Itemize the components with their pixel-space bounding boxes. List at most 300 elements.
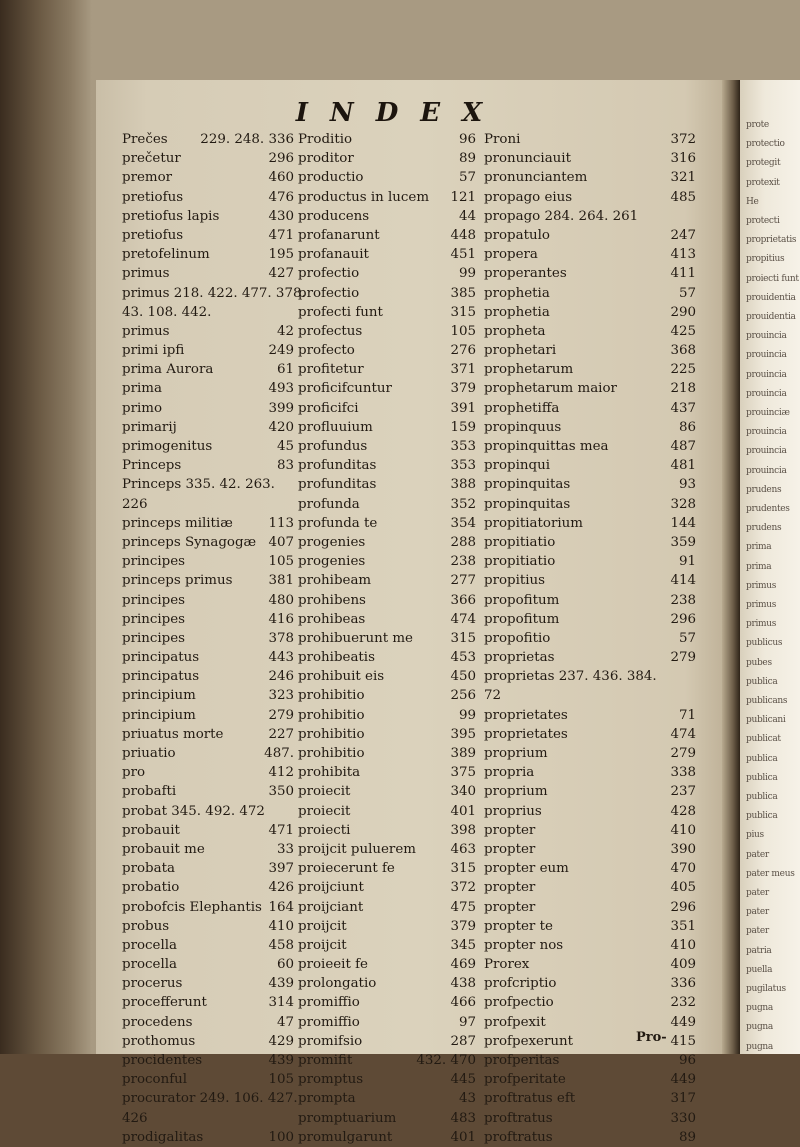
index-entry xyxy=(298,379,476,398)
index-entry xyxy=(122,610,294,629)
index-term: propago eius xyxy=(484,189,573,205)
index-term: proiecit xyxy=(298,784,351,800)
index-entry xyxy=(484,878,696,897)
facing-page-line: publicat xyxy=(746,734,781,745)
index-term: proijciant xyxy=(298,899,364,915)
page-reference: 164 xyxy=(268,899,294,915)
index-entry xyxy=(122,917,294,936)
index-entry xyxy=(122,974,294,993)
page-reference: 427 xyxy=(268,266,294,282)
index-entry xyxy=(122,360,294,379)
index-entry xyxy=(122,226,294,245)
index-entry xyxy=(122,149,294,168)
index-term: proprius xyxy=(484,803,542,819)
index-term: primus 218. 422. 477. 378. xyxy=(122,285,306,301)
page-reference: 247 xyxy=(670,227,696,243)
page-reference: 237 xyxy=(670,784,696,800)
page-reference: 372 xyxy=(670,132,696,147)
page-reference: 249 xyxy=(268,343,294,359)
index-entry xyxy=(298,322,476,341)
index-entry xyxy=(298,610,476,629)
index-term: progenies xyxy=(298,534,366,550)
page-reference: 105 xyxy=(268,554,294,570)
index-term: propago 284. 264. 261 xyxy=(484,208,639,224)
index-term: propinquus xyxy=(484,419,562,435)
facing-page-line: prouidentia xyxy=(746,292,796,303)
index-entry xyxy=(298,1070,476,1089)
index-entry xyxy=(298,533,476,552)
page-reference: 420 xyxy=(268,419,294,435)
page-reference: 321 xyxy=(670,170,696,186)
index-term: proprium xyxy=(484,784,548,800)
page-reference: 439 xyxy=(268,976,294,992)
index-term: profectus xyxy=(298,323,363,339)
page-reference: 279 xyxy=(670,746,696,761)
page-reference: 83 xyxy=(276,458,294,474)
index-term: productus in lucem xyxy=(298,189,430,205)
page-reference: 316 xyxy=(670,151,696,167)
index-entry xyxy=(122,782,294,801)
index-entry xyxy=(484,706,696,725)
index-term: procurator 249. 106. 427. xyxy=(122,1091,298,1107)
page-reference: 71 xyxy=(678,707,696,723)
page-reference: 438 xyxy=(450,976,476,992)
index-entry xyxy=(298,725,476,744)
index-entry xyxy=(298,648,476,667)
facing-page-line: prouinciæ xyxy=(746,408,790,418)
index-entry xyxy=(484,744,696,763)
index-entry xyxy=(484,1089,696,1108)
page-reference: 61 xyxy=(276,362,294,378)
index-entry xyxy=(122,878,294,897)
facing-page-line: pater xyxy=(746,907,769,918)
index-entry xyxy=(122,322,294,341)
facing-page-line: primus xyxy=(746,580,777,591)
page-reference: 57 xyxy=(678,285,696,301)
page-reference: 391 xyxy=(450,400,476,416)
page-reference: 411 xyxy=(670,266,696,282)
index-term: Prorex xyxy=(484,957,530,973)
index-entry xyxy=(122,475,294,494)
index-term: primarij xyxy=(122,419,177,435)
index-entry xyxy=(484,207,696,226)
facing-page-line: pater xyxy=(746,888,769,898)
index-entry xyxy=(298,1109,476,1128)
index-term: proprietas xyxy=(484,650,555,666)
page-reference: 99 xyxy=(458,266,476,282)
index-term: prothomus xyxy=(122,1033,196,1049)
page-reference: 86 xyxy=(678,419,696,435)
facing-page-line: puella xyxy=(746,964,773,975)
index-entry xyxy=(298,552,476,571)
facing-page-line: prouincia xyxy=(746,350,787,361)
index-entry xyxy=(298,1032,476,1051)
index-term: prima Aurora xyxy=(122,362,214,378)
facing-page-line: prima xyxy=(746,542,772,553)
page-reference: 57 xyxy=(458,170,476,186)
index-entry xyxy=(298,706,476,725)
index-term: prohibeatis xyxy=(298,650,375,666)
index-term: prophetari xyxy=(484,343,557,359)
index-term: proijcit puluerem xyxy=(298,841,416,857)
index-term: profunda te xyxy=(298,515,378,531)
index-entry xyxy=(298,418,476,437)
index-term: profectio xyxy=(298,266,360,282)
index-term: prophetia xyxy=(484,304,550,320)
page-reference: 238 xyxy=(670,592,696,608)
index-entry xyxy=(484,917,696,936)
index-term: prohibita xyxy=(298,765,361,781)
index-term: propter te xyxy=(484,918,553,934)
index-term: principatus xyxy=(122,669,200,685)
index-term: procerus xyxy=(122,976,183,992)
index-term: prohibitio xyxy=(298,746,365,761)
index-entry xyxy=(122,706,294,725)
page-reference: 410 xyxy=(670,937,696,953)
index-term: propitiatio xyxy=(484,554,556,570)
page-reference: 405 xyxy=(670,880,696,896)
page-reference: 296 xyxy=(268,151,294,167)
index-term: properantes xyxy=(484,266,567,282)
index-entry xyxy=(484,1128,696,1147)
index-entry xyxy=(484,188,696,207)
index-term: proftratus xyxy=(484,1110,553,1126)
facing-page-line: protectio xyxy=(746,139,785,150)
page-reference: 410 xyxy=(268,918,294,934)
index-entry xyxy=(122,744,294,763)
index-term: propter xyxy=(484,899,536,915)
facing-page-line: publicans xyxy=(746,696,788,706)
page-reference: 246 xyxy=(268,669,294,685)
index-entry xyxy=(298,667,476,686)
page-reference: 375 xyxy=(450,765,476,781)
index-entry xyxy=(484,245,696,264)
index-term: principes xyxy=(122,592,186,608)
index-entry xyxy=(484,475,696,494)
facing-page-line: pater xyxy=(746,926,769,937)
index-term: propinquittas mea xyxy=(484,439,609,454)
index-term: profpectio xyxy=(484,995,554,1011)
page-reference: 409 xyxy=(670,957,696,973)
index-term: princeps primus xyxy=(122,573,233,589)
page-reference: 225 xyxy=(670,362,696,378)
facing-page-line: prima xyxy=(746,561,772,572)
index-term: prohibuit eis xyxy=(298,669,385,685)
index-entry xyxy=(484,130,696,149)
index-entry xyxy=(484,571,696,590)
index-term: profunditas xyxy=(298,477,377,493)
index-entry xyxy=(298,1128,476,1147)
index-term: procidentes xyxy=(122,1053,203,1068)
facing-page-line: prudens xyxy=(746,523,782,534)
book-gutter xyxy=(722,80,740,1054)
page-reference: 429 xyxy=(268,1033,294,1049)
page-reference: 323 xyxy=(268,688,294,704)
index-term: pronunciauit xyxy=(484,151,571,167)
page-reference: 288 xyxy=(450,534,476,550)
page-reference: 366 xyxy=(450,592,476,608)
index-term: propofitio xyxy=(484,630,551,646)
page-reference: 229. 248. 336 xyxy=(200,132,294,147)
index-term: propter xyxy=(484,822,536,838)
page-reference: 388 xyxy=(450,477,476,493)
index-term: proficifcuntur xyxy=(298,381,392,397)
index-entry xyxy=(484,399,696,418)
index-entry xyxy=(298,188,476,207)
index-entry xyxy=(122,303,294,322)
page-reference: 378 xyxy=(268,630,294,646)
index-term: pronunciantem xyxy=(484,170,588,186)
index-term: propitiatio xyxy=(484,534,556,550)
page-reference: 416 xyxy=(268,611,294,627)
page-reference: 475 xyxy=(450,899,476,915)
index-entry xyxy=(484,322,696,341)
page-reference: 105 xyxy=(268,1072,294,1088)
page-reference: 449 xyxy=(670,1014,696,1030)
catchword: Pro- xyxy=(636,1030,667,1045)
index-entry xyxy=(122,1109,294,1128)
page-reference: 89 xyxy=(458,151,476,167)
index-entry xyxy=(484,303,696,322)
index-term: productio xyxy=(298,170,364,186)
page-reference: 100 xyxy=(268,1129,294,1145)
index-entry xyxy=(122,1070,294,1089)
index-entry xyxy=(484,974,696,993)
index-term: promptus xyxy=(298,1072,364,1088)
page-reference: 276 xyxy=(450,343,476,359)
index-term: proftratus xyxy=(484,1129,553,1145)
page-reference: 352 xyxy=(450,496,476,512)
index-term: producens xyxy=(298,208,370,224)
index-entry xyxy=(122,591,294,610)
index-term: propinquitas xyxy=(484,477,571,493)
index-entry xyxy=(122,725,294,744)
page-reference: 287 xyxy=(450,1033,476,1049)
index-entry xyxy=(298,993,476,1012)
page-reference: 336 xyxy=(670,976,696,992)
page-reference: 144 xyxy=(670,515,696,531)
index-term: prophetia xyxy=(484,285,550,301)
index-entry xyxy=(122,552,294,571)
index-entry xyxy=(122,341,294,360)
index-term: profperitas xyxy=(484,1053,560,1068)
facing-page-line: protecti xyxy=(746,216,780,226)
index-entry xyxy=(298,207,476,226)
index-entry xyxy=(122,168,294,187)
index-entry xyxy=(122,1032,294,1051)
index-term: prohibeam xyxy=(298,573,372,589)
index-term: pretofelinum xyxy=(122,247,210,263)
index-entry xyxy=(484,763,696,782)
index-term: prophetarum maior xyxy=(484,381,617,397)
index-entry xyxy=(484,667,696,686)
index-entry xyxy=(298,514,476,533)
index-term: prečetur xyxy=(122,151,181,167)
index-term: pretiofus xyxy=(122,189,184,205)
index-entry xyxy=(122,514,294,533)
index-entry xyxy=(122,379,294,398)
facing-page-line: pater meus xyxy=(746,868,795,879)
index-term: propofitum xyxy=(484,611,560,627)
page-reference: 415 xyxy=(670,1033,696,1049)
index-term: premor xyxy=(122,170,173,186)
index-entry xyxy=(484,264,696,283)
facing-page-line: proiecti funt xyxy=(746,273,799,284)
index-term: 72 xyxy=(484,688,502,704)
index-entry xyxy=(298,840,476,859)
index-term: primus xyxy=(122,323,170,339)
page-reference: 227 xyxy=(268,726,294,742)
index-entry xyxy=(298,341,476,360)
facing-page-line: pugna xyxy=(746,1041,773,1052)
index-term: prodigalitas xyxy=(122,1129,204,1145)
page-reference: 96 xyxy=(678,1053,696,1068)
index-entry xyxy=(298,571,476,590)
index-column-3 xyxy=(484,130,696,1147)
page-reference: 328 xyxy=(670,496,696,512)
index-entry xyxy=(484,1070,696,1089)
index-entry xyxy=(122,1128,294,1147)
page-reference: 432. 470 xyxy=(416,1053,476,1068)
index-entry xyxy=(484,226,696,245)
index-entry xyxy=(484,993,696,1012)
index-term: primi ipfi xyxy=(122,343,185,359)
index-entry xyxy=(484,648,696,667)
index-entry xyxy=(484,168,696,187)
page-reference: 353 xyxy=(450,458,476,474)
index-term: propheta xyxy=(484,323,546,339)
page-reference: 97 xyxy=(458,1014,476,1030)
page-reference: 379 xyxy=(450,918,476,934)
facing-page-line: pubes xyxy=(746,657,772,668)
index-term: priuatio xyxy=(122,746,176,761)
index-entry xyxy=(298,245,476,264)
page-reference: 353 xyxy=(450,439,476,454)
index-entry xyxy=(122,245,294,264)
page-reference: 493 xyxy=(268,381,294,397)
index-entry xyxy=(122,495,294,514)
index-term: progenies xyxy=(298,554,366,570)
index-entry xyxy=(484,341,696,360)
page-reference: 397 xyxy=(268,861,294,877)
page-reference: 315 xyxy=(450,304,476,320)
page-reference: 471 xyxy=(268,822,294,838)
index-term: probauit me xyxy=(122,841,205,857)
index-term: profunda xyxy=(298,496,360,512)
page-reference: 330 xyxy=(670,1110,696,1126)
index-entry xyxy=(484,149,696,168)
index-entry xyxy=(298,686,476,705)
page-reference: 395 xyxy=(450,726,476,742)
index-term: profcriptio xyxy=(484,976,557,992)
index-entry xyxy=(298,399,476,418)
index-column-1 xyxy=(122,130,306,1147)
index-term: princeps Synagogæ xyxy=(122,534,257,550)
page-reference: 487 xyxy=(670,439,696,454)
facing-page-line: publica xyxy=(746,753,778,764)
index-entry xyxy=(122,993,294,1012)
index-entry xyxy=(484,284,696,303)
index-term: proditor xyxy=(298,151,354,167)
index-term: principium xyxy=(122,707,196,723)
facing-page-fragment xyxy=(740,80,800,1054)
facing-page-line: publica xyxy=(746,792,778,802)
index-entry xyxy=(122,667,294,686)
facing-page-line: publicus xyxy=(746,638,783,649)
index-term: profecti funt xyxy=(298,304,383,320)
index-term: prompta xyxy=(298,1091,356,1107)
page-reference: 399 xyxy=(268,400,294,416)
index-entry xyxy=(298,475,476,494)
index-entry xyxy=(298,130,476,149)
index-entry xyxy=(484,456,696,475)
index-term: propofitum xyxy=(484,592,560,608)
facing-page-line: pugna xyxy=(746,1003,773,1014)
page-reference: 453 xyxy=(450,650,476,666)
index-term: propinquitas xyxy=(484,496,571,512)
index-entry xyxy=(298,821,476,840)
index-entry xyxy=(122,207,294,226)
page-reference: 44 xyxy=(458,208,476,224)
page-reference: 42 xyxy=(276,323,294,339)
index-entry xyxy=(298,284,476,303)
page-reference: 43 xyxy=(458,1091,476,1107)
index-term: profectio xyxy=(298,285,360,301)
facing-page-line: prouincia xyxy=(746,465,787,476)
page-reference: 458 xyxy=(268,937,294,953)
page-reference: 296 xyxy=(670,611,696,627)
index-term: principium xyxy=(122,688,196,704)
index-entry xyxy=(122,418,294,437)
index-entry xyxy=(122,840,294,859)
index-term: propitiatorium xyxy=(484,515,583,531)
facing-page-line: pater xyxy=(746,849,769,860)
page-reference: 105 xyxy=(450,323,476,339)
index-term: probatio xyxy=(122,880,180,896)
index-term: pretiofus lapis xyxy=(122,208,220,224)
index-term: prohibitio xyxy=(298,688,365,704)
index-entry xyxy=(484,782,696,801)
index-entry xyxy=(298,974,476,993)
index-term: propatulo xyxy=(484,227,550,243)
page-reference: 368 xyxy=(670,343,696,359)
index-term: profpexerunt xyxy=(484,1033,573,1049)
index-entry xyxy=(122,898,294,917)
index-entry xyxy=(298,1013,476,1032)
page-reference: 450 xyxy=(450,669,476,685)
index-term: procefferunt xyxy=(122,995,207,1011)
index-entry xyxy=(122,130,294,149)
page-reference: 345 xyxy=(450,937,476,953)
index-entry xyxy=(122,648,294,667)
index-entry xyxy=(298,360,476,379)
facing-page-line: protexit xyxy=(746,177,780,188)
index-entry xyxy=(122,437,294,456)
page-reference: 340 xyxy=(450,784,476,800)
facing-page-line: prudentes xyxy=(746,504,790,514)
page-reference: 401 xyxy=(450,803,476,819)
index-term: proijcit xyxy=(298,918,347,934)
index-term: priuatus morte xyxy=(122,726,224,742)
index-term: proprietas 237. 436. 384. xyxy=(484,669,657,685)
page-reference: 443 xyxy=(268,650,294,666)
index-term: promiffio xyxy=(298,995,360,1011)
page-reference: 379 xyxy=(450,381,476,397)
index-entry xyxy=(298,437,476,456)
facing-page-line: prouincia xyxy=(746,369,787,380)
index-entry xyxy=(484,859,696,878)
facing-page-line: prouincia xyxy=(746,427,787,438)
